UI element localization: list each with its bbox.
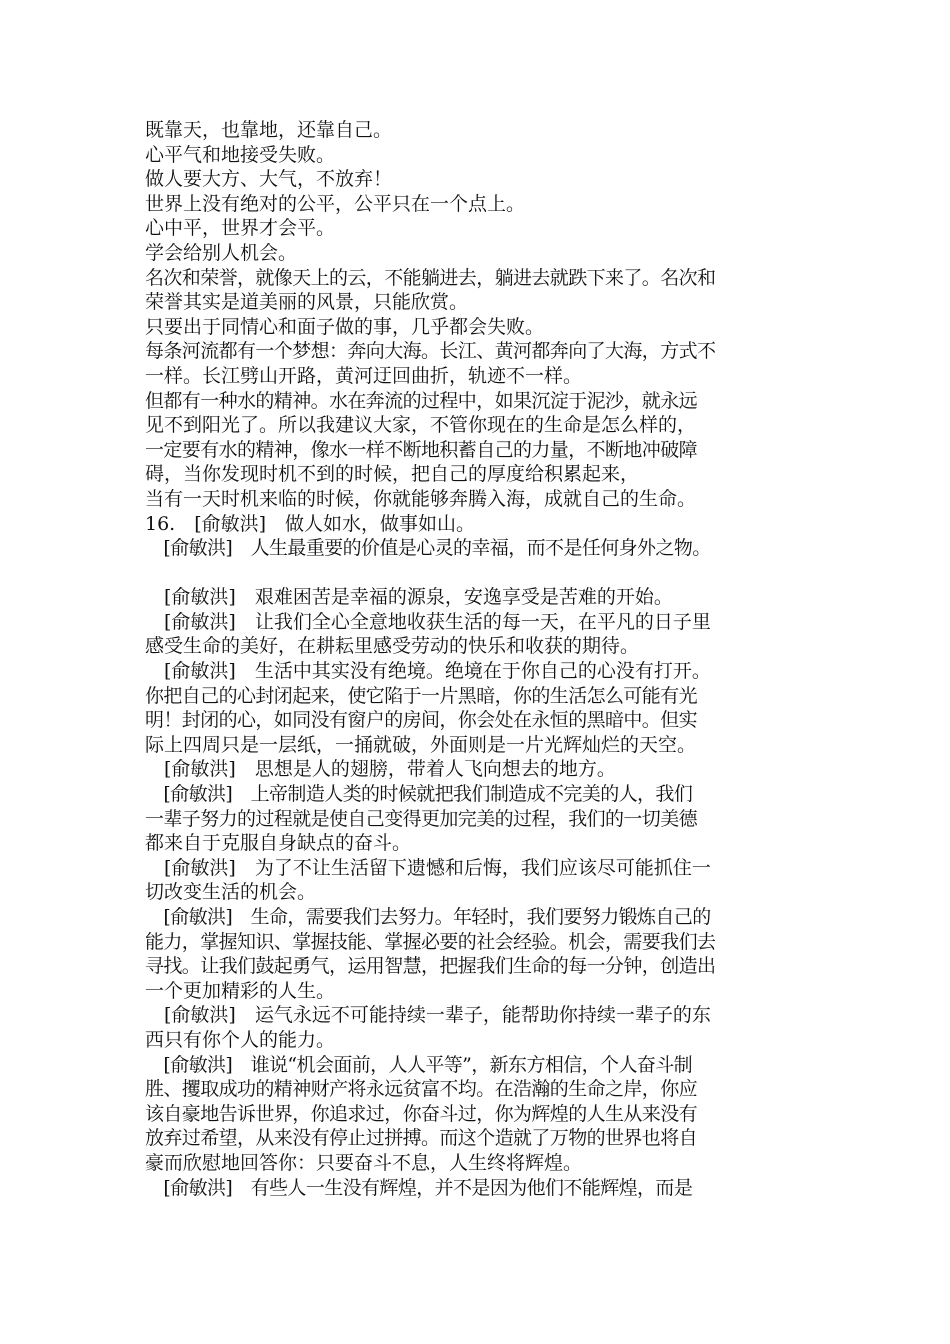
document-page	[145, 118, 825, 1200]
text-line: 一辈子努力的过程就是使自己变得更加完美的过程，我们的一切美德	[145, 807, 698, 830]
text-line: 既靠天，也靠地，还靠自己。	[145, 119, 393, 141]
quote-line: [俞敏洪] 谁说“机会面前，人人平等”，新东方相信，个人奋斗制	[145, 1053, 693, 1076]
quote-line: [俞敏洪] 让我们全心全意地收获生活的每一天，在平凡的日子里	[145, 610, 711, 633]
text-line: 该自豪地告诉世界，你追求过，你奋斗过，你为辉煌的人生从来没有	[145, 1102, 698, 1125]
blank-line	[145, 561, 825, 586]
text-line: 际上四周只是一层纸，一捅就破，外面则是一片光辉灿烂的天空。	[145, 733, 697, 756]
quote-line: [俞敏洪] 艰难困苦是幸福的源泉，安逸享受是苦难的开始。	[145, 586, 673, 609]
quote-line: [俞敏洪] 运气永远不可能持续一辈子，能帮助你持续一辈子的东	[145, 1004, 711, 1027]
text-line: 胜、攫取成功的精神财产将永远贫富不均。在浩瀚的生命之岸，你应	[145, 1078, 698, 1101]
text-line: 你把自己的心封闭起来，使它陷于一片黑暗，你的生活怎么可能有光	[145, 684, 698, 707]
text-line: 西只有你个人的能力。	[145, 1028, 336, 1051]
quote-line: [俞敏洪] 生命，需要我们去努力。年轻时，我们要努力锻炼自己的	[145, 906, 711, 928]
quote-line: [俞敏洪] 生活中其实没有绝境。绝境在于你自己的心没有打开。	[145, 660, 711, 683]
text-line: 名次和荣誉，就像天上的云，不能躺进去，躺进去就跌下来了。名次和	[145, 266, 716, 289]
quote-line: [俞敏洪] 思想是人的翅膀，带着人飞向想去的地方。	[145, 758, 616, 781]
text-line: 感受生命的美好，在耕耘里感受劳动的快乐和收获的期待。	[145, 635, 640, 658]
text-line: 当有一天时机来临的时候，你就能够奔腾入海，成就自己的生命。	[145, 487, 697, 510]
text-line: 碍，当你发现时机不到的时候，把自己的厚度给积累起来，	[145, 463, 640, 486]
text-line: 但都有一种水的精神。水在奔流的过程中，如果沉淀于泥沙，就永远	[145, 389, 698, 412]
quote-line: [俞敏洪] 有些人一生没有辉煌，并不是因为他们不能辉煌，而是	[145, 1176, 693, 1199]
text-line: 心中平，世界才会平。	[145, 217, 336, 240]
quote-line: [俞敏洪] 人生最重要的价值是心灵的幸福，而不是任何身外之物。	[145, 537, 711, 560]
text-line: 见不到阳光了。所以我建议大家，不管你现在的生命是怎么样的，	[145, 414, 697, 437]
text-line: 每条河流都有一个梦想：奔向大海。长江、黄河都奔向了大海，方式不	[145, 340, 716, 363]
text-line: 做人要大方、大气，不放弃！	[145, 168, 393, 191]
text-line: 能力，掌握知识、掌握技能、掌握必要的社会经验。机会，需要我们去	[145, 930, 716, 953]
text-line: 切改变生活的机会。	[145, 881, 317, 904]
text-line: 明！封闭的心，如同没有窗户的房间，你会处在永恒的黑暗中。但实	[145, 709, 698, 732]
text-line: 一样。长江劈山开路，黄河迂回曲折，轨迹不一样。	[145, 364, 583, 387]
text-line: 心平气和地接受失败。	[145, 143, 336, 166]
text-line: 只要出于同情心和面子做的事，几乎都会失败。	[145, 315, 545, 338]
text-line: 一个更加精彩的人生。	[145, 979, 336, 1002]
quote-line: [俞敏洪] 上帝制造人类的时候就把我们制造成不完美的人，我们	[145, 783, 693, 806]
text-line: 学会给别人机会。	[145, 241, 298, 264]
text-line: 荣誉其实是道美丽的风景，只能欣赏。	[145, 291, 469, 314]
text-line: 寻找。让我们鼓起勇气，运用智慧，把握我们生命的每一分钟，创造出	[145, 955, 716, 978]
text-line: 都来自于克服自身缺点的奋斗。	[145, 832, 412, 855]
numbered-quote: 16. [俞敏洪] 做人如水，做事如山。	[145, 512, 476, 535]
text-line: 世界上没有绝对的公平，公平只在一个点上。	[145, 192, 526, 215]
text-line: 一定要有水的精神，像水一样不断地积蓄自己的力量，不断地冲破障	[145, 438, 698, 461]
text-line: 放弃过希望，从来没有停止过拼搏。而这个造就了万物的世界也将自	[145, 1127, 698, 1150]
text-line: 豪而欣慰地回答你：只要奋斗不息，人生终将辉煌。	[145, 1151, 583, 1174]
quote-line: [俞敏洪] 为了不让生活留下遗憾和后悔，我们应该尽可能抓住一	[145, 856, 711, 879]
